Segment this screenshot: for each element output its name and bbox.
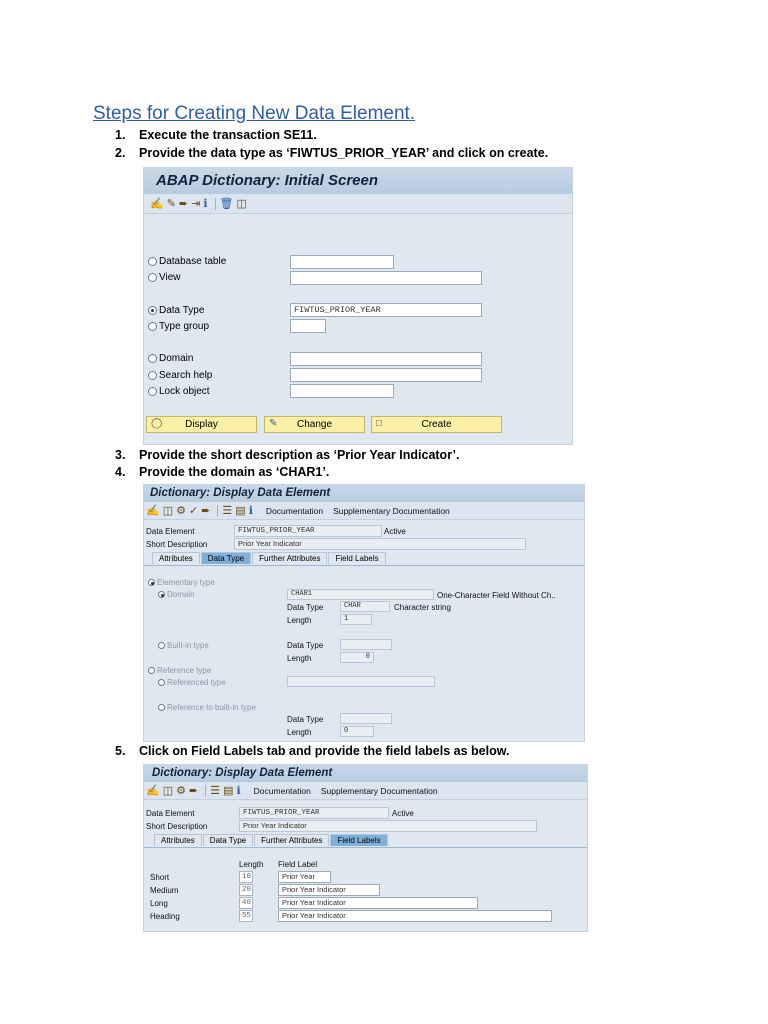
field-label-heading[interactable]: Prior Year Indicator xyxy=(278,910,552,922)
radio-label: Domain xyxy=(167,590,195,599)
step-text: Provide the short description as ‘Prior Year Indicator’. xyxy=(139,448,460,462)
radio-referenced-type xyxy=(158,678,226,687)
radio-elementary-type xyxy=(148,578,215,587)
screen-title: Dictionary: Display Data Element xyxy=(144,765,587,782)
ref-data-type-field xyxy=(340,713,392,724)
domain-description: One-Character Field Without Ch.. xyxy=(437,591,556,600)
radio-label: Elementary type xyxy=(157,578,215,587)
short-description-label: Short Description xyxy=(146,540,208,549)
short-description-input[interactable]: Prior Year Indicator xyxy=(239,820,537,832)
radio-circle-selected[interactable] xyxy=(148,306,157,315)
radio-circle xyxy=(158,679,165,686)
short-description-label: Short Description xyxy=(146,822,208,831)
radio-lock-object[interactable] xyxy=(148,386,210,397)
button-label: Create xyxy=(421,419,452,430)
where-used-icon[interactable]: ✍ xyxy=(150,198,164,210)
radio-label: View xyxy=(159,272,181,283)
data-element-label: Data Element xyxy=(146,527,195,536)
radio-view[interactable] xyxy=(148,272,181,283)
toolbar-separator xyxy=(205,785,206,797)
short-description-input[interactable]: Prior Year Indicator xyxy=(234,538,526,550)
screen-title: ABAP Dictionary: Initial Screen xyxy=(144,168,572,194)
other-object-icon[interactable]: ◫ xyxy=(162,785,174,797)
tab-further-attributes[interactable]: Further Attributes xyxy=(252,552,327,564)
status-label: Active xyxy=(384,527,406,536)
radio-reference-builtin xyxy=(158,703,256,712)
activate-icon[interactable]: ➨ xyxy=(188,785,199,797)
document-title: Steps for Creating New Data Element. xyxy=(93,103,416,124)
builtin-length-field: 0 xyxy=(340,652,374,663)
display-button[interactable] xyxy=(146,416,257,433)
screen-title: Dictionary: Display Data Element xyxy=(144,485,584,502)
button-label: Display xyxy=(185,419,218,430)
radio-label: Search help xyxy=(159,370,213,381)
search-help-input[interactable] xyxy=(290,368,482,382)
rename-icon[interactable]: ⇥ xyxy=(191,198,201,210)
radio-circle[interactable] xyxy=(148,354,157,363)
change-button[interactable] xyxy=(264,416,365,433)
documentation-button[interactable]: Documentation xyxy=(265,505,324,516)
row-name-long: Long xyxy=(150,899,168,908)
ref-length-field: 0 xyxy=(340,726,374,737)
other-object-icon[interactable]: ◫ xyxy=(162,505,174,517)
radio-circle-selected xyxy=(148,579,155,586)
builtin-data-type-field xyxy=(340,639,392,650)
glasses-icon: ◯ xyxy=(151,418,163,429)
toolbar xyxy=(144,194,572,214)
toolbar-separator xyxy=(215,198,216,210)
type-group-input[interactable] xyxy=(290,319,326,333)
radio-circle xyxy=(158,704,165,711)
data-type-field: CHAR xyxy=(340,601,390,612)
ref-length-label: Length xyxy=(287,728,312,737)
info-icon[interactable]: ℹ xyxy=(203,198,208,210)
lock-object-input[interactable] xyxy=(290,384,394,398)
step-number: 3. xyxy=(115,448,126,462)
step-text: Provide the data type as ‘FIWTUS_PRIOR_YEAR’ and click on create. xyxy=(139,146,549,160)
column-header-length: Length xyxy=(239,860,264,869)
data-type-label: Data Type xyxy=(287,603,324,612)
database-table-input[interactable] xyxy=(290,255,394,269)
radio-circle[interactable] xyxy=(148,257,157,266)
step-number: 4. xyxy=(115,465,126,479)
supplementary-documentation-button[interactable]: Supplementary Documentation xyxy=(320,785,438,796)
step-5 xyxy=(115,744,509,758)
builtin-data-type-label: Data Type xyxy=(287,641,324,650)
step-4 xyxy=(115,465,329,479)
length-medium[interactable]: 20 xyxy=(239,884,253,896)
field-label-medium[interactable]: Prior Year Indicator xyxy=(278,884,380,896)
column-header-field-label: Field Label xyxy=(278,860,318,869)
data-type-input[interactable]: FIWTUS_PRIOR_YEAR xyxy=(290,303,482,317)
hierarchy-icon[interactable]: ☰ xyxy=(210,785,221,797)
field-label-long[interactable]: Prior Year Indicator xyxy=(278,897,478,909)
step-number: 1. xyxy=(115,128,126,142)
builtin-length-label: Length xyxy=(287,654,312,663)
length-field: 1 xyxy=(340,614,372,625)
radio-label: Data Type xyxy=(159,305,205,316)
status-label: Active xyxy=(392,809,414,818)
toolbar-separator xyxy=(217,505,218,517)
display-change-icon[interactable]: ✍ xyxy=(146,505,160,517)
create-button[interactable] xyxy=(371,416,502,433)
abap-dictionary-initial-screen xyxy=(143,167,573,445)
supplementary-documentation-button[interactable]: Supplementary Documentation xyxy=(333,505,450,516)
radio-type-group[interactable] xyxy=(148,321,209,332)
field-label-short[interactable]: Prior Year xyxy=(278,871,331,883)
toolbar xyxy=(144,502,584,520)
tab-strip xyxy=(152,552,387,564)
pencil-icon: ✎ xyxy=(269,418,278,429)
radio-circle-selected xyxy=(158,591,165,598)
radio-circle xyxy=(158,642,165,649)
tab-field-labels[interactable]: Field Labels xyxy=(328,552,385,564)
display-data-element-screen-datatype xyxy=(143,484,585,742)
step-2 xyxy=(115,146,548,160)
ref-data-type-label: Data Type xyxy=(287,715,324,724)
view-input[interactable] xyxy=(290,271,482,285)
new-document-icon: □ xyxy=(376,418,383,429)
length-short[interactable]: 10 xyxy=(239,871,253,883)
radio-label: Built-in type xyxy=(167,641,209,650)
where-used-icon[interactable]: ⚙ xyxy=(176,785,186,797)
radio-label: Reference to built-in type xyxy=(167,703,256,712)
domain-field: CHAR1 xyxy=(287,589,434,600)
length-heading[interactable]: 55 xyxy=(239,910,253,922)
radio-label: Database table xyxy=(159,256,227,267)
referenced-type-field xyxy=(287,676,435,687)
radio-data-type[interactable] xyxy=(148,305,204,316)
radio-domain[interactable] xyxy=(148,353,193,364)
tab-divider xyxy=(144,565,585,566)
radio-search-help[interactable] xyxy=(148,370,212,381)
data-element-field: FIWTUS_PRIOR_YEAR xyxy=(239,807,389,819)
copy-icon[interactable]: ➨ xyxy=(178,198,189,210)
row-name-short: Short xyxy=(150,873,170,882)
step-text: Provide the domain as ‘CHAR1’. xyxy=(139,465,330,479)
tab-data-type[interactable]: Data Type xyxy=(203,834,253,846)
tab-further-attributes[interactable]: Further Attributes xyxy=(254,834,329,846)
radio-circle xyxy=(148,667,155,674)
object-list-icon[interactable]: ◫ xyxy=(236,198,247,210)
tab-attributes[interactable]: Attributes xyxy=(152,552,200,564)
radio-circle[interactable] xyxy=(148,322,157,331)
domain-input[interactable] xyxy=(290,352,482,366)
display-change-icon[interactable]: ✍ xyxy=(146,785,160,797)
radio-reference-type xyxy=(148,666,211,675)
documentation-button[interactable]: Documentation xyxy=(253,785,311,796)
row-name-medium: Medium xyxy=(150,886,179,895)
step-text: Execute the transaction SE11. xyxy=(139,128,317,142)
step-number: 5. xyxy=(115,744,126,758)
tab-attributes[interactable]: Attributes xyxy=(154,834,202,846)
step-number: 2. xyxy=(115,146,126,160)
toolbar xyxy=(144,782,587,800)
stack-icon[interactable]: ▤ xyxy=(223,785,234,797)
tab-divider xyxy=(144,847,588,848)
where-used-icon[interactable]: ⚙ xyxy=(176,505,186,517)
radio-label: Domain xyxy=(159,353,194,364)
step-1 xyxy=(115,128,317,142)
radio-label: Reference type xyxy=(157,666,212,675)
activate-icon[interactable]: ➨ xyxy=(201,505,211,517)
hierarchy-icon[interactable]: ☰ xyxy=(222,505,233,517)
radio-circle[interactable] xyxy=(148,371,157,380)
radio-domain xyxy=(158,590,195,599)
length-label: Length xyxy=(287,616,312,625)
tab-field-labels[interactable]: Field Labels xyxy=(330,834,387,846)
tab-data-type[interactable]: Data Type xyxy=(201,552,251,564)
row-name-heading: Heading xyxy=(150,912,180,921)
radio-circle[interactable] xyxy=(148,387,157,396)
check-icon[interactable]: ✓ xyxy=(188,505,199,517)
trash-icon[interactable]: 🗑 xyxy=(219,198,234,210)
data-element-label: Data Element xyxy=(146,809,195,818)
stack-icon[interactable]: ▤ xyxy=(235,505,246,517)
step-text: Click on Field Labels tab and provide the field labels as below. xyxy=(139,744,510,758)
radio-builtin-type xyxy=(158,641,209,650)
button-label: Change xyxy=(296,419,333,430)
info-icon[interactable]: ℹ xyxy=(248,505,253,517)
radio-label: Referenced type xyxy=(167,678,226,687)
pencil-icon[interactable]: ✎ xyxy=(166,198,176,210)
radio-database-table[interactable] xyxy=(148,256,226,267)
data-type-description: Character string xyxy=(394,603,451,612)
radio-label: Type group xyxy=(159,321,210,332)
length-long[interactable]: 40 xyxy=(239,897,253,909)
display-data-element-screen-fieldlabels xyxy=(143,764,588,932)
radio-circle[interactable] xyxy=(148,273,157,282)
radio-label: Lock object xyxy=(159,386,210,397)
step-3 xyxy=(115,448,459,462)
tab-strip xyxy=(154,834,389,846)
data-element-field: FIWTUS_PRIOR_YEAR xyxy=(234,525,382,537)
info-icon[interactable]: ℹ xyxy=(236,785,241,797)
